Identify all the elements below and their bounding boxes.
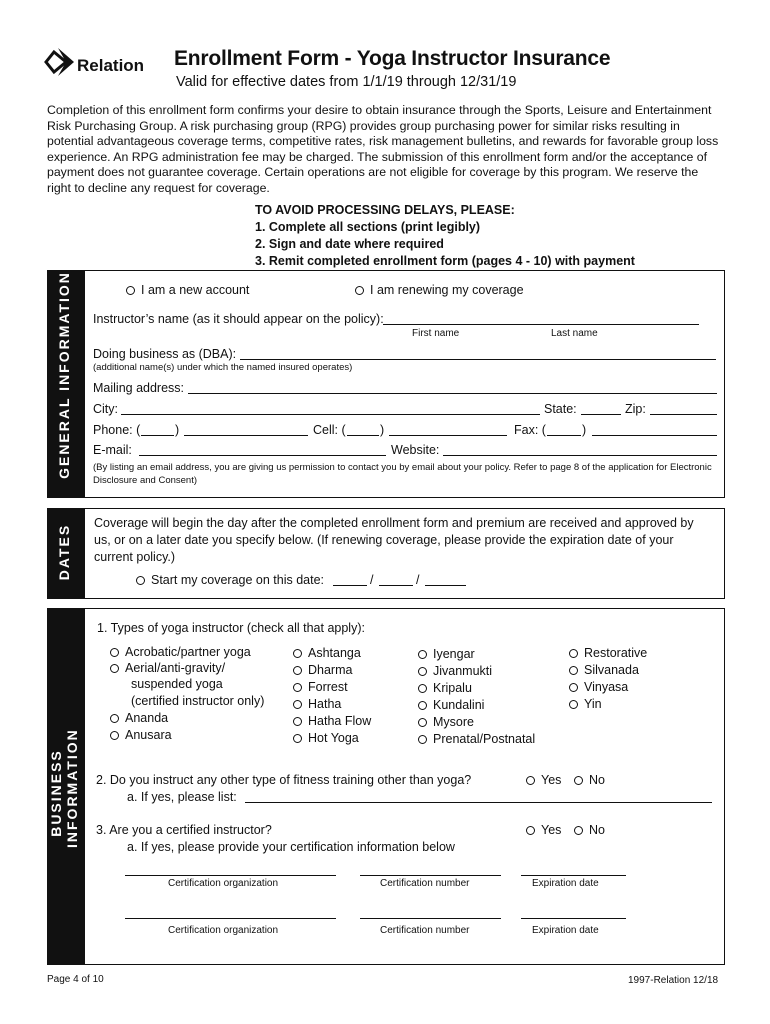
email-field[interactable] bbox=[139, 455, 386, 456]
radio-icon[interactable] bbox=[110, 714, 119, 723]
dates-section-label: DATES bbox=[56, 523, 72, 581]
option-vinyasa[interactable]: Vinyasa bbox=[569, 680, 628, 694]
option-ashtanga[interactable]: Ashtanga bbox=[293, 646, 361, 660]
name-label: Instructor’s name (as it should appear on the policy): bbox=[93, 312, 384, 326]
radio-icon[interactable] bbox=[126, 286, 135, 295]
zip-field[interactable] bbox=[650, 414, 717, 415]
fax-field[interactable] bbox=[592, 435, 717, 436]
fax-label: Fax: ( bbox=[514, 423, 546, 437]
exp-date-field-2[interactable] bbox=[521, 918, 626, 919]
cert-num-caption-1: Certification number bbox=[380, 878, 470, 889]
exp-date-caption-1: Expiration date bbox=[532, 878, 599, 889]
instruction-3: 3. Remit completed enrollment form (pages 4 - 10) with payment bbox=[255, 254, 635, 268]
phone-label: Phone: ( bbox=[93, 423, 141, 437]
radio-icon[interactable] bbox=[293, 683, 302, 692]
cert-org-field-1[interactable] bbox=[125, 875, 336, 876]
website-label: Website: bbox=[391, 443, 440, 457]
q3-no[interactable]: No bbox=[574, 823, 605, 837]
q2-no[interactable]: No bbox=[574, 773, 605, 787]
option-acrobatic[interactable]: Acrobatic/partner yoga bbox=[110, 645, 251, 659]
start-year-field[interactable] bbox=[425, 585, 466, 586]
radio-icon[interactable] bbox=[136, 576, 145, 585]
cert-num-caption-2: Certification number bbox=[380, 925, 470, 936]
radio-icon[interactable] bbox=[418, 650, 427, 659]
instruction-2: 2. Sign and date where required bbox=[255, 237, 444, 251]
radio-icon[interactable] bbox=[355, 286, 364, 295]
radio-icon[interactable] bbox=[574, 826, 583, 835]
state-field[interactable] bbox=[581, 414, 621, 415]
form-code: 1997-Relation 12/18 bbox=[628, 975, 719, 986]
option-iyengar[interactable]: Iyengar bbox=[418, 647, 475, 661]
zip-label: Zip: bbox=[625, 402, 646, 416]
page-title: Enrollment Form - Yoga Instructor Insurance bbox=[174, 47, 611, 70]
option-prenatal[interactable]: Prenatal/Postnatal bbox=[418, 732, 535, 746]
exp-date-field-1[interactable] bbox=[521, 875, 626, 876]
option-hatha[interactable]: Hatha bbox=[293, 697, 341, 711]
q2-yes[interactable]: Yes bbox=[526, 773, 561, 787]
state-label: State: bbox=[544, 402, 577, 416]
instruction-1: 1. Complete all sections (print legibly) bbox=[255, 220, 481, 234]
relation-logo-icon bbox=[44, 46, 76, 78]
radio-icon[interactable] bbox=[110, 648, 119, 657]
q3-yes[interactable]: Yes bbox=[526, 823, 561, 837]
option-aerial[interactable]: Aerial/anti-gravity/ bbox=[110, 661, 225, 675]
phone-area-field[interactable] bbox=[141, 435, 174, 436]
radio-icon[interactable] bbox=[110, 664, 119, 673]
website-field[interactable] bbox=[443, 455, 717, 456]
mailing-field[interactable] bbox=[188, 393, 717, 394]
intro-paragraph: Completion of this enrollment form confirms your desire to obtain insurance through the Sports, Leisure and Entertainment Risk Purchasing Group. A risk purchasing group (RPG) provides group purchasing power for similar risks resulting in potential advantageous coverage terms, competitive rates, risk management bulletins, and rewards for favorable group loss experience. An RPG administration fee may be charged. The submission of this enrollment form and/or the acceptance of payment does not guarantee coverage. Certain operations are not eligible for coverage by this program. We reserve the right to decline any request for coverage. bbox=[47, 103, 719, 195]
radio-icon[interactable] bbox=[526, 776, 535, 785]
radio-icon[interactable] bbox=[418, 684, 427, 693]
business-section-label-2: INFORMATION bbox=[64, 728, 80, 848]
radio-icon[interactable] bbox=[526, 826, 535, 835]
cell-label: Cell: ( bbox=[313, 423, 346, 437]
question-3a: a. If yes, please provide your certification information below bbox=[127, 840, 455, 854]
city-label: City: bbox=[93, 402, 118, 416]
email-note: (By listing an email address, you are giving us permission to contact you by email about your policy. Refer to page 8 of the application for Electronic Disclosure and Consent) bbox=[93, 462, 712, 486]
date-slash-1: / bbox=[370, 573, 374, 587]
fax-paren: ) bbox=[582, 423, 587, 437]
question-1: 1. Types of yoga instructor (check all that apply): bbox=[97, 621, 365, 635]
option-mysore[interactable]: Mysore bbox=[418, 715, 474, 729]
radio-icon[interactable] bbox=[574, 776, 583, 785]
logo bbox=[44, 44, 166, 80]
exp-date-caption-2: Expiration date bbox=[532, 925, 599, 936]
option-hot-yoga[interactable]: Hot Yoga bbox=[293, 731, 359, 745]
first-name-caption: First name bbox=[412, 328, 460, 339]
dba-label: Doing business as (DBA): bbox=[93, 347, 237, 361]
name-field[interactable] bbox=[383, 324, 699, 325]
mailing-label: Mailing address: bbox=[93, 381, 185, 395]
phone-field[interactable] bbox=[184, 435, 308, 436]
option-hatha-flow[interactable]: Hatha Flow bbox=[293, 714, 371, 728]
radio-icon[interactable] bbox=[569, 666, 578, 675]
cell-paren: ) bbox=[380, 423, 385, 437]
question-3: 3. Are you a certified instructor? bbox=[96, 823, 272, 837]
cell-field[interactable] bbox=[389, 435, 507, 436]
start-day-field[interactable] bbox=[379, 585, 413, 586]
page-number: Page 4 of 10 bbox=[47, 974, 104, 985]
date-slash-2: / bbox=[416, 573, 420, 587]
option-anusara[interactable]: Anusara bbox=[110, 728, 172, 742]
option-ananda[interactable]: Ananda bbox=[110, 711, 168, 725]
cert-num-field-2[interactable] bbox=[360, 918, 501, 919]
cert-org-field-2[interactable] bbox=[125, 918, 336, 919]
radio-icon[interactable] bbox=[293, 649, 302, 658]
email-label: E-mail: bbox=[93, 443, 132, 457]
radio-icon[interactable] bbox=[569, 683, 578, 692]
business-section-label-1: BUSINESS bbox=[48, 749, 64, 837]
radio-icon[interactable] bbox=[110, 731, 119, 740]
option-kundalini[interactable]: Kundalini bbox=[418, 698, 484, 712]
option-kripalu[interactable]: Kripalu bbox=[418, 681, 472, 695]
start-coverage-option[interactable]: Start my coverage on this date: bbox=[136, 573, 324, 587]
cert-org-caption-1: Certification organization bbox=[168, 878, 279, 889]
question-2: 2. Do you instruct any other type of fitness training other than yoga? bbox=[96, 773, 472, 787]
renewing-option[interactable]: I am renewing my coverage bbox=[355, 283, 524, 297]
start-month-field[interactable] bbox=[333, 585, 367, 586]
phone-paren: ) bbox=[175, 423, 180, 437]
option-silvanada[interactable]: Silvanada bbox=[569, 663, 639, 677]
question-2a: a. If yes, please list: bbox=[127, 790, 237, 804]
page-subtitle: Valid for effective dates from 1/1/19 through 12/31/19 bbox=[176, 74, 517, 90]
radio-icon[interactable] bbox=[418, 701, 427, 710]
option-aerial-line3: (certified instructor only) bbox=[131, 694, 265, 708]
radio-icon[interactable] bbox=[293, 734, 302, 743]
general-section-label: GENERAL INFORMATION bbox=[56, 271, 72, 479]
cell-area-field[interactable] bbox=[347, 435, 379, 436]
cert-org-caption-2: Certification organization bbox=[168, 925, 279, 936]
radio-icon[interactable] bbox=[293, 717, 302, 726]
radio-icon[interactable] bbox=[569, 649, 578, 658]
option-jivanmukti[interactable]: Jivanmukti bbox=[418, 664, 492, 678]
dba-note: (additional name(s) under which the named insured operates) bbox=[93, 362, 353, 373]
option-yin[interactable]: Yin bbox=[569, 697, 602, 711]
radio-icon[interactable] bbox=[418, 735, 427, 744]
new-account-option[interactable]: I am a new account bbox=[126, 283, 249, 297]
dba-field[interactable] bbox=[240, 359, 716, 360]
radio-icon[interactable] bbox=[569, 700, 578, 709]
last-name-caption: Last name bbox=[551, 328, 598, 339]
logo-text: Relation bbox=[77, 56, 145, 75]
option-dharma[interactable]: Dharma bbox=[293, 663, 352, 677]
fax-area-field[interactable] bbox=[547, 435, 581, 436]
radio-icon[interactable] bbox=[418, 718, 427, 727]
instructions-heading: TO AVOID PROCESSING DELAYS, PLEASE: bbox=[255, 203, 515, 217]
cert-num-field-1[interactable] bbox=[360, 875, 501, 876]
radio-icon[interactable] bbox=[293, 700, 302, 709]
radio-icon[interactable] bbox=[293, 666, 302, 675]
city-field[interactable] bbox=[121, 414, 540, 415]
option-aerial-line2: suspended yoga bbox=[131, 677, 223, 691]
other-training-field[interactable] bbox=[245, 802, 712, 803]
radio-icon[interactable] bbox=[418, 667, 427, 676]
option-forrest[interactable]: Forrest bbox=[293, 680, 348, 694]
option-restorative[interactable]: Restorative bbox=[569, 646, 647, 660]
dates-text: Coverage will begin the day after the completed enrollment form and premium are received and approved by us, or on a later date you specify below. (If renewing coverage, please provide the expiration date of your current policy.) bbox=[94, 516, 694, 564]
